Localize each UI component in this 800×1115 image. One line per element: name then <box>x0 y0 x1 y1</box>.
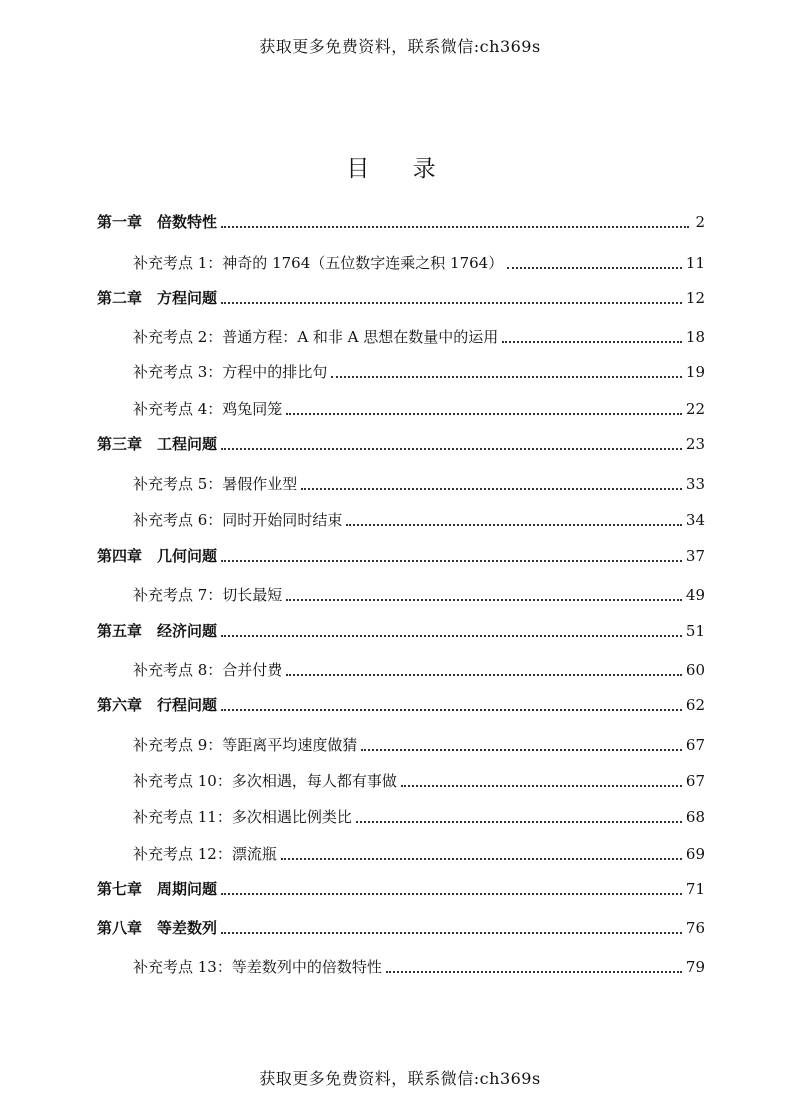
dot-leader <box>221 301 682 304</box>
toc-entry-page: 2 <box>695 213 705 231</box>
toc-entry-label: 第六章 行程问题 <box>97 696 218 714</box>
toc-supplement-4[interactable] <box>133 398 705 420</box>
dot-leader <box>281 857 682 860</box>
toc-entry-page: 68 <box>685 808 705 826</box>
toc-entry-label: 补充考点 5：暑假作业型 <box>133 475 298 493</box>
dot-leader <box>221 892 682 895</box>
toc-chapter-7[interactable] <box>97 878 705 900</box>
toc-supplement-2[interactable] <box>133 326 705 348</box>
toc-entry-page: 60 <box>685 661 705 679</box>
toc-supplement-7[interactable] <box>133 584 705 606</box>
dot-leader <box>221 447 682 450</box>
toc-supplement-11[interactable] <box>133 806 705 828</box>
dot-leader <box>502 340 682 343</box>
dot-leader <box>221 634 682 637</box>
dot-leader <box>401 784 682 787</box>
toc-entry-page: 23 <box>685 435 705 453</box>
toc-supplement-1[interactable] <box>133 252 705 274</box>
toc-entry-label: 第二章 方程问题 <box>97 289 218 307</box>
dot-leader <box>361 748 682 751</box>
dot-leader <box>386 970 682 973</box>
toc-chapter-2[interactable] <box>97 287 705 309</box>
toc-entry-page: 51 <box>685 622 705 640</box>
toc-entry-label: 补充考点 12：漂流瓶 <box>133 845 277 863</box>
toc-entry-page: 22 <box>685 400 705 418</box>
toc-supplement-3[interactable] <box>133 361 705 383</box>
toc-entry-label: 第八章 等差数列 <box>97 919 218 937</box>
toc-entry-label: 第四章 几何问题 <box>97 547 218 565</box>
toc-chapter-5[interactable] <box>97 620 705 642</box>
toc-entry-label: 补充考点 2：普通方程：A 和非 A 思想在数量中的运用 <box>133 328 499 346</box>
toc-chapter-4[interactable] <box>97 545 705 567</box>
toc-supplement-6[interactable] <box>133 509 705 531</box>
toc-entry-label: 补充考点 10：多次相遇，每人都有事做 <box>133 772 397 790</box>
toc-entry-page: 69 <box>685 845 705 863</box>
toc-entry-page: 37 <box>685 547 705 565</box>
toc-entry-page: 34 <box>685 511 705 529</box>
dot-leader <box>331 375 682 378</box>
toc-entry-label: 补充考点 11：多次相遇比例类比 <box>133 808 352 826</box>
toc-entry-page: 67 <box>685 772 705 790</box>
toc-entry-label: 第一章 倍数特性 <box>97 213 218 231</box>
toc-entry-label: 补充考点 9：等距离平均速度做猜 <box>133 736 358 754</box>
dot-leader <box>286 673 682 676</box>
toc-entry-page: 18 <box>685 328 705 346</box>
dot-leader <box>356 820 682 823</box>
dot-leader <box>221 559 682 562</box>
toc-entry-page: 76 <box>685 919 705 937</box>
toc-chapter-6[interactable] <box>97 694 705 716</box>
dot-leader <box>301 487 682 490</box>
page-title: 目 录 <box>346 156 454 182</box>
toc-supplement-9[interactable] <box>133 734 705 756</box>
toc-entry-label: 第五章 经济问题 <box>97 622 218 640</box>
dot-leader <box>286 598 682 601</box>
toc-chapter-8[interactable] <box>97 917 705 939</box>
toc-entry-page: 79 <box>685 958 705 976</box>
toc-supplement-10[interactable] <box>133 770 705 792</box>
toc-entry-page: 62 <box>685 696 705 714</box>
toc-entry-label: 补充考点 1：神奇的 1764（五位数字连乘之积 1764） <box>133 254 504 272</box>
toc-entry-page: 33 <box>685 475 705 493</box>
toc-entry-label: 补充考点 13：等差数列中的倍数特性 <box>133 958 382 976</box>
toc-supplement-13[interactable] <box>133 956 705 978</box>
dot-leader <box>221 225 689 228</box>
dot-leader <box>507 266 682 269</box>
toc-chapter-1[interactable] <box>97 211 705 233</box>
toc-entry-label: 补充考点 4：鸡兔同笼 <box>133 400 283 418</box>
toc-entry-page: 67 <box>685 736 705 754</box>
toc-entry-label: 补充考点 6：同时开始同时结束 <box>133 511 343 529</box>
dot-leader <box>221 708 682 711</box>
toc-entry-label: 补充考点 3：方程中的排比句 <box>133 363 328 381</box>
toc-entry-page: 19 <box>685 363 705 381</box>
toc-supplement-8[interactable] <box>133 659 705 681</box>
dot-leader <box>346 523 682 526</box>
toc-entry-label: 补充考点 8：合并付费 <box>133 661 283 679</box>
toc-entry-label: 第三章 工程问题 <box>97 435 218 453</box>
toc-entry-page: 71 <box>685 880 705 898</box>
toc-supplement-5[interactable] <box>133 473 705 495</box>
toc-supplement-12[interactable] <box>133 843 705 865</box>
dot-leader <box>221 931 682 934</box>
toc-chapter-3[interactable] <box>97 433 705 455</box>
page-footer-watermark: 获取更多免费资料，联系微信:ch369s <box>259 1069 541 1088</box>
page-header-watermark: 获取更多免费资料，联系微信:ch369s <box>259 37 541 56</box>
toc-entry-label: 第七章 周期问题 <box>97 880 218 898</box>
toc-entry-page: 49 <box>685 586 705 604</box>
toc-entry-page: 12 <box>685 289 705 307</box>
toc-entry-label: 补充考点 7：切长最短 <box>133 586 283 604</box>
toc-entry-page: 11 <box>685 254 705 272</box>
dot-leader <box>286 412 682 415</box>
